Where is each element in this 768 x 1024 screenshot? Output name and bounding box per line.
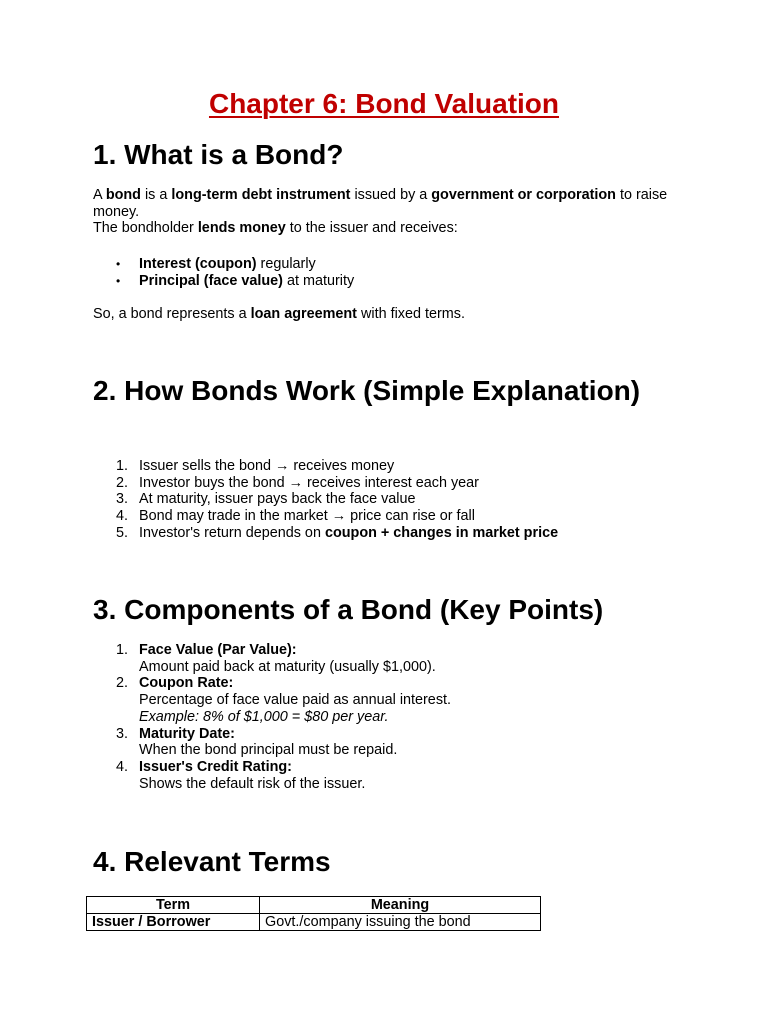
list-item: • Principal (face value) at maturity (116, 273, 676, 290)
list-item: 4. Issuer's Credit Rating: Shows the default risk of the issuer. (116, 758, 366, 792)
list-item: 1. Issuer sells the bond → receives money (116, 458, 395, 474)
table-header-row (87, 897, 541, 914)
section-heading-what-is-bond: 1. What is a Bond? (93, 139, 344, 170)
table-cell-meaning: Govt./company issuing the bond (260, 914, 541, 931)
table-cell-term: Issuer / Borrower (87, 914, 260, 931)
section-heading-components: 3. Components of a Bond (Key Points) (93, 594, 604, 625)
page-title: Chapter 6: Bond Valuation (208, 88, 560, 119)
list-item: 3. Maturity Date: When the bond principal must be repaid. (116, 725, 398, 759)
table-header-meaning: Meaning (260, 897, 541, 914)
table-header-term: Term (87, 897, 260, 914)
list-item: 1. Face Value (Par Value): Amount paid back at maturity (usually $1,000). (116, 642, 436, 675)
list-item: 3. At maturity, issuer pays back the face value (116, 491, 416, 508)
list-item: 2. Coupon Rate: Percentage of face value paid as annual interest. Example: 8% of $1,000 = $80 per year. (116, 675, 452, 725)
list-item: 5. Investor's return depends on coupon + changes in market price (116, 524, 559, 541)
bondholder-receives-list (116, 256, 676, 289)
list-item: 2. Investor buys the bond → receives interest each year (116, 474, 479, 491)
table-row (87, 914, 541, 931)
paragraph-loan-agreement: So, a bond represents a loan agreement with fixed terms. (93, 306, 465, 322)
section-heading-relevant-terms: 4. Relevant Terms (93, 846, 331, 877)
paragraph-bond-definition: A bond is a long-term debt instrument issued by a government or corporation to raise money. The bondholder lends money to the issuer and receives: (93, 187, 668, 237)
terms-table (86, 896, 541, 931)
section-heading-how-bonds-work: 2. How Bonds Work (Simple Explanation) (93, 375, 641, 406)
bond-components-list (116, 642, 716, 792)
how-bonds-work-list (116, 458, 716, 542)
list-item: 4. Bond may trade in the market → price can rise or fall (116, 508, 475, 525)
list-item: • Interest (coupon) regularly (116, 256, 676, 273)
